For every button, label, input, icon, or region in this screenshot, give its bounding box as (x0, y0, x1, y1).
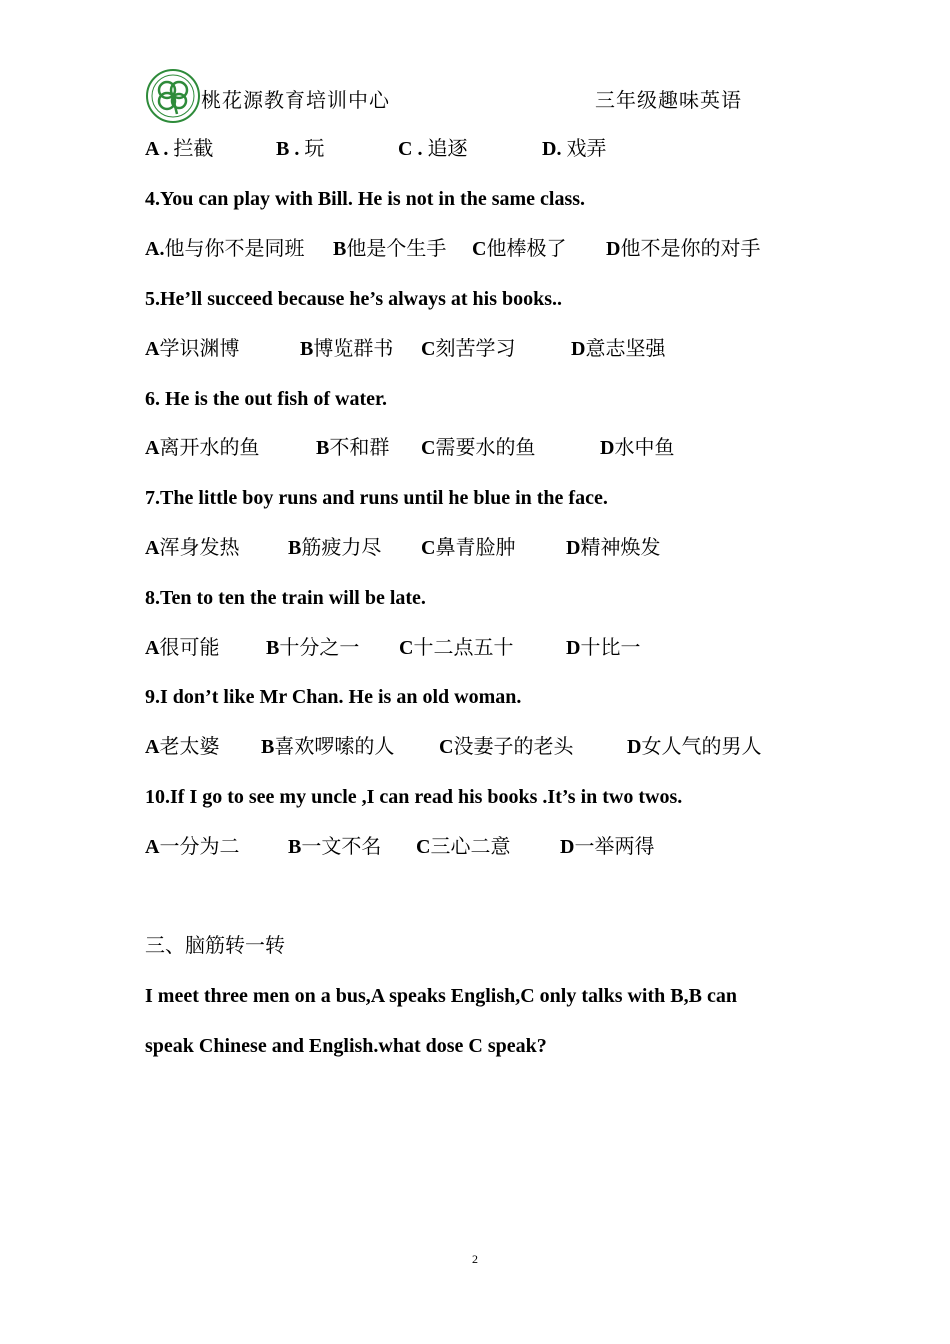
q5-option-d: D意志坚强 (571, 338, 666, 360)
question-7: 7.The little boy runs and runs until he blue in the face. (145, 487, 608, 509)
q3-option-d: D. 戏弄 (542, 138, 607, 160)
q9-option-d: D女人气的男人 (627, 736, 762, 758)
clover-logo-icon (145, 68, 201, 124)
section-3-title: 三、脑筋转一转 (145, 935, 285, 957)
question-9: 9.I don’t like Mr Chan. He is an old woman. (145, 686, 522, 708)
question-8: 8.Ten to ten the train will be late. (145, 587, 426, 609)
page-header (145, 68, 805, 124)
q9-option-a: A老太婆 (145, 736, 220, 758)
q4-option-a: A.他与你不是同班 (145, 238, 305, 260)
q7-option-c: C鼻青脸肿 (421, 537, 516, 559)
q7-option-b: B筋疲力尽 (288, 537, 382, 559)
q3-option-c: C . 追逐 (398, 138, 468, 160)
q4-option-b: B他是个生手 (333, 238, 447, 260)
q8-option-a: A很可能 (145, 637, 220, 659)
q9-option-b: B喜欢啰嗦的人 (261, 736, 395, 758)
q3-option-b: B . 玩 (276, 138, 325, 160)
q8-option-d: D十比一 (566, 637, 641, 659)
q6-option-b: B不和群 (316, 437, 390, 459)
section-3-line-2: speak Chinese and English.what dose C speak? (145, 1035, 547, 1057)
q4-option-d: D他不是你的对手 (606, 238, 761, 260)
q10-option-b: B一文不名 (288, 836, 382, 858)
q5-option-a: A学识渊博 (145, 338, 240, 360)
q5-option-b: B博览群书 (300, 338, 394, 360)
question-4: 4.You can play with Bill. He is not in the same class. (145, 188, 586, 210)
org-name: 桃花源教育培训中心 (201, 88, 390, 112)
q5-option-c: C刻苦学习 (421, 338, 516, 360)
q4-option-c: C他棒极了 (472, 238, 567, 260)
page-number: 2 (472, 1252, 478, 1266)
q6-option-d: D水中鱼 (600, 437, 675, 459)
q9-option-c: C没妻子的老头 (439, 736, 574, 758)
section-3-line-1: I meet three men on a bus,A speaks English,C only talks with B,B can (145, 985, 737, 1007)
q8-option-b: B十分之一 (266, 637, 360, 659)
q6-option-c: C需要水的鱼 (421, 437, 536, 459)
q6-option-a: A离开水的鱼 (145, 437, 260, 459)
q10-option-d: D一举两得 (560, 836, 655, 858)
question-10: 10.If I go to see my uncle ,I can read his books .It’s in two twos. (145, 786, 683, 808)
q7-option-d: D精神焕发 (566, 537, 661, 559)
q10-option-a: A一分为二 (145, 836, 240, 858)
q7-option-a: A浑身发热 (145, 537, 240, 559)
course-name: 三年级趣味英语 (595, 88, 742, 112)
question-6: 6. He is the out fish of water. (145, 388, 388, 410)
q3-option-a: A . 拦截 (145, 138, 214, 160)
question-5: 5.He’ll succeed because he’s always at his books.. (145, 288, 563, 310)
q10-option-c: C三心二意 (416, 836, 511, 858)
q8-option-c: C十二点五十 (399, 637, 514, 659)
